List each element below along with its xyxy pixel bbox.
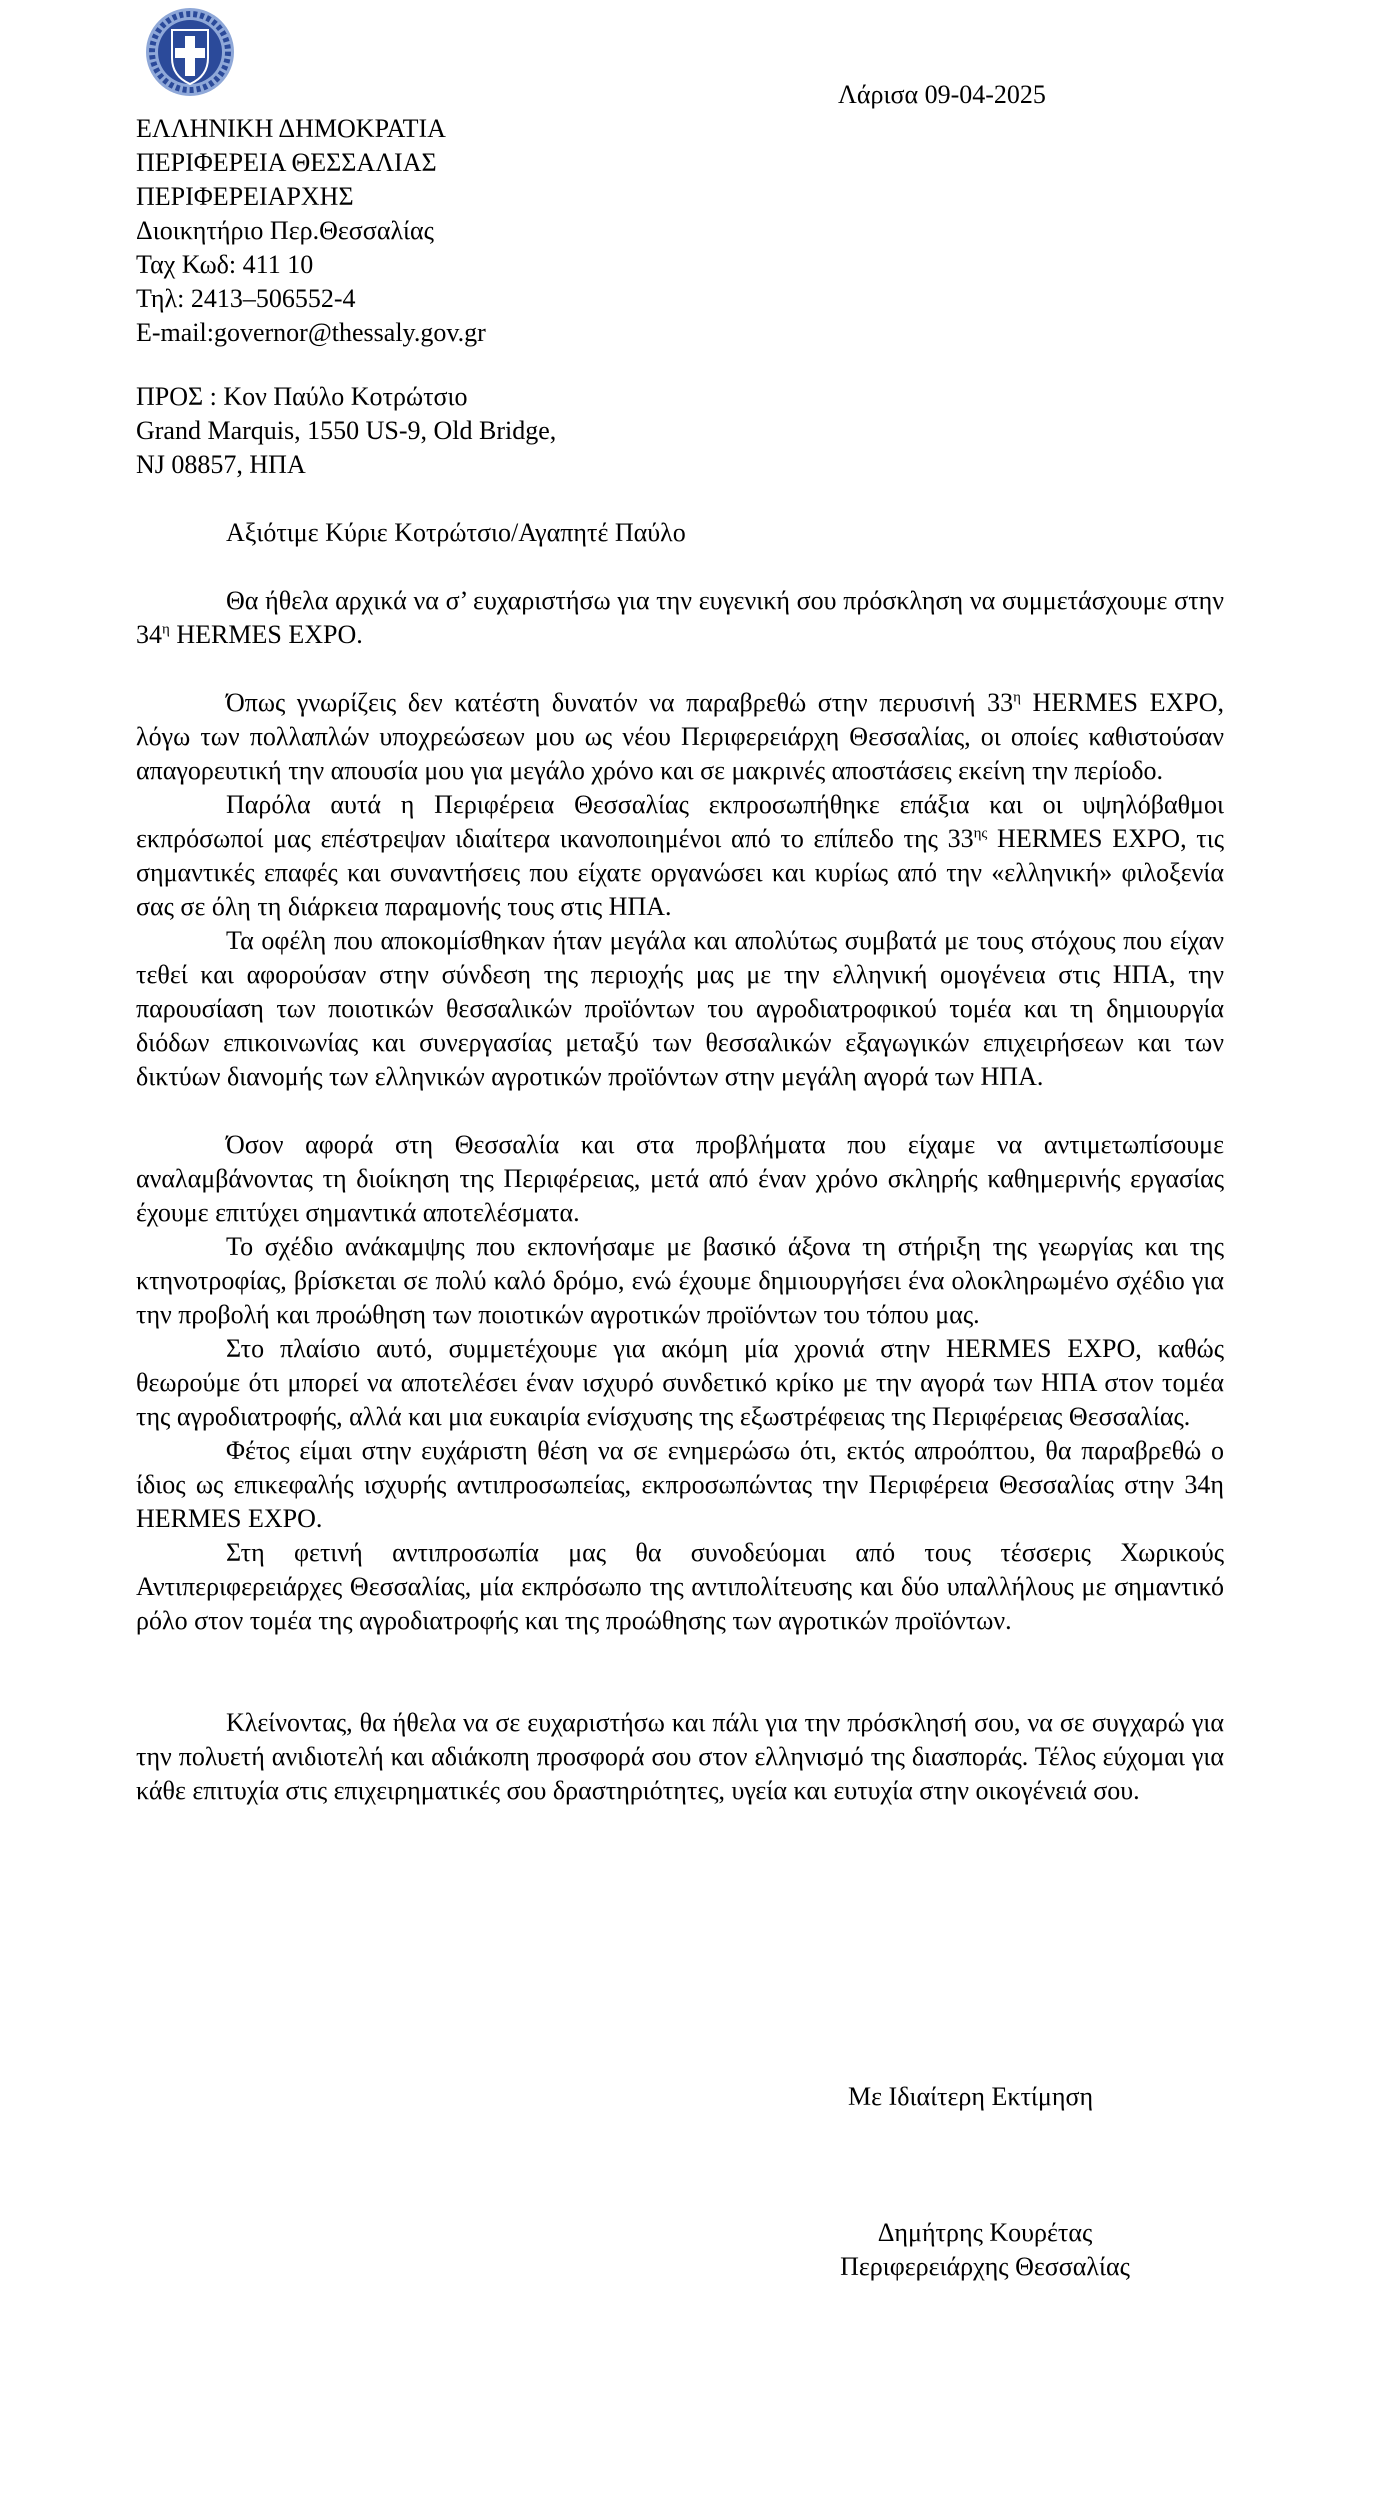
signatory-title: Περιφερειάρχης Θεσσαλίας bbox=[840, 2252, 1130, 2281]
body-paragraph: Το σχέδιο ανάκαμψης που εκπονήσαμε με βασικό άξονα τη στήριξη της γεωργίας και της κτηνοτροφίας, βρίσκεται σε πολύ καλό δρόμο, ενώ έχουμε δημιουργήσει ένα ολοκληρωμένο σχέδιο για την προβολή και προώθηση των ποιοτικών αγροτικών προϊόντων του τόπου μας. bbox=[136, 1232, 1224, 1329]
body-paragraph: Όσον αφορά στη Θεσσαλία και στα προβλήματα που είχαμε να αντιμετωπίσουμε αναλαμβάνοντας τη διοίκηση της Περιφέρειας, μετά από έναν χρόνο σκληρής καθημερινής εργασίας έχουμε επιτύχει σημαντικά αποτελέσματα. bbox=[136, 1130, 1224, 1227]
signatory-name: Δημήτρης Κουρέτας bbox=[877, 2218, 1093, 2247]
sender-line: Τηλ: 2413–506552-4 bbox=[136, 284, 356, 313]
letter-date: Λάρισα 09-04-2025 bbox=[838, 80, 1046, 109]
body-paragraph: Στη φετινή αντιπροσωπία μας θα συνοδεύομαι από τους τέσσερις Χωρικούς Αντιπεριφερειάρχες Θεσσαλίας, μία εκπρόσωπο της αντιπολίτευσης και δύο υπαλλήλους με σημαντικό ρόλο στον τομέα της αγροδιατροφής και της προώθησης των αγροτικών προϊόντων. bbox=[136, 1538, 1224, 1635]
body-paragraph: Θα ήθελα αρχικά να σ’ ευχαριστήσω για την ευγενική σου πρόσκληση να συμμετάσχουμε στην $34^\eta$ HERMES EXPO. bbox=[136, 586, 1224, 649]
sender-line: ΠΕΡΙΦΕΡΕΙΑ ΘΕΣΣΑΛΙΑΣ bbox=[136, 148, 437, 177]
body-paragraph: Στο πλαίσιο αυτό, συμμετέχουμε για ακόμη μία χρονιά στην HERMES EXPO, καθώς θεωρούμε ότι μπορεί να αποτελέσει έναν ισχυρό συνδετικό κρίκο με την αγορά των ΗΠΑ στον τομέα της αγροδιατροφής, αλλά και μια ευκαιρία ενίσχυσης της εξωστρέφειας της Περιφέρειας Θεσσαλίας. bbox=[136, 1334, 1224, 1431]
sender-line: ΠΕΡΙΦΕΡΕΙΑΡΧΗΣ bbox=[136, 182, 354, 211]
body-paragraph: Τα οφέλη που αποκομίσθηκαν ήταν μεγάλα και απολύτως συμβατά με τους στόχους που είχαν τεθεί και αφορούσαν στην σύνδεση της περιοχής μας με την ελληνική ομογένεια στις ΗΠΑ, την παρουσίαση των ποιοτικών θεσσαλικών προϊόντων του αγροδιατροφικού τομέα και τη δημιουργία διόδων επικοινωνίας και συνεργασίας μεταξύ των θεσσαλικών εξαγωγικών επιχειρήσεων και των δικτύων διανομής των ελληνικών αγροτικών προϊόντων στην μεγάλη αγορά των ΗΠΑ. bbox=[136, 926, 1224, 1091]
sender-line: Ταχ Κωδ: 411 10 bbox=[136, 250, 314, 279]
sender-line: Διοικητήριο Περ.Θεσσαλίας bbox=[136, 216, 434, 245]
sender-email: E-mail:governor@thessaly.gov.gr bbox=[136, 318, 486, 347]
recipient-line: ΠΡΟΣ : Κον Παύλο Κοτρώτσιο bbox=[136, 382, 468, 411]
greek-coat-of-arms-icon bbox=[144, 6, 236, 98]
salutation: Αξιότιμε Κύριε Κοτρώτσιο/Αγαπητέ Παύλο bbox=[226, 518, 686, 547]
body-paragraph: Κλείνοντας, θα ήθελα να σε ευχαριστήσω και πάλι για την πρόσκλησή σου, να σε συγχαρώ για την πολυετή ανιδιοτελή και αδιάκοπη προσφορά σου στον ελληνισμό της διασποράς. Τέλος εύχομαι για κάθε επιτυχία στις επιχειρηματικές σου δραστηριότητες, υγεία και ευτυχία στην οικογένειά σου. bbox=[136, 1708, 1224, 1805]
recipient-line: Grand Marquis, 1550 US-9, Old Bridge, bbox=[136, 416, 557, 445]
closing-phrase: Με Ιδιαίτερη Εκτίμηση bbox=[848, 2082, 1094, 2111]
letter-body bbox=[136, 584, 1224, 1808]
recipient-line: NJ 08857, ΗΠΑ bbox=[136, 450, 306, 479]
sender-block bbox=[136, 112, 836, 350]
recipient-block bbox=[136, 380, 836, 482]
body-paragraph: Παρόλα αυτά η Περιφέρεια Θεσσαλίας εκπροσωπήθηκε επάξια και οι υψηλόβαθμοι εκπρόσωποί μας επέστρεψαν ιδιαίτερα ικανοποιημένοι από το επίπεδο της $33^{\eta\varsigma}$ HERMES EXPO, τις σημαντικές επαφές και συναντήσεις που είχατε οργανώσει και κυρίως από την «ελληνική» φιλοξενία σας σε όλη τη διάρκεια παραμονής τους στις ΗΠΑ. bbox=[136, 790, 1225, 921]
signature-block bbox=[820, 2216, 1150, 2284]
sender-line: ΕΛΛΗΝΙΚΗ ΔΗΜΟΚΡΑΤΙΑ bbox=[136, 114, 446, 143]
body-paragraph: Φέτος είμαι στην ευχάριστη θέση να σε ενημερώσω ότι, εκτός απροόπτου, θα παραβρεθώ ο ίδιος ως επικεφαλής ισχυρής αντιπροσωπείας, εκπροσωπώντας την Περιφέρεια Θεσσαλίας στην 34η HERMES EXPO. bbox=[136, 1436, 1224, 1533]
body-paragraph: Όπως γνωρίζεις δεν κατέστη δυνατόν να παραβρεθώ στην περυσινή $33^\eta$ HERMES EXPO, λόγω των πολλαπλών υποχρεώσεων μου ως νέου Περιφερειάρχη Θεσσαλίας, οι οποίες καθιστούσαν απαγορευτική την απουσία μου για μεγάλο χρόνο και σε μακρινές αποστάσεις εκείνη την περίοδο. bbox=[136, 688, 1224, 785]
